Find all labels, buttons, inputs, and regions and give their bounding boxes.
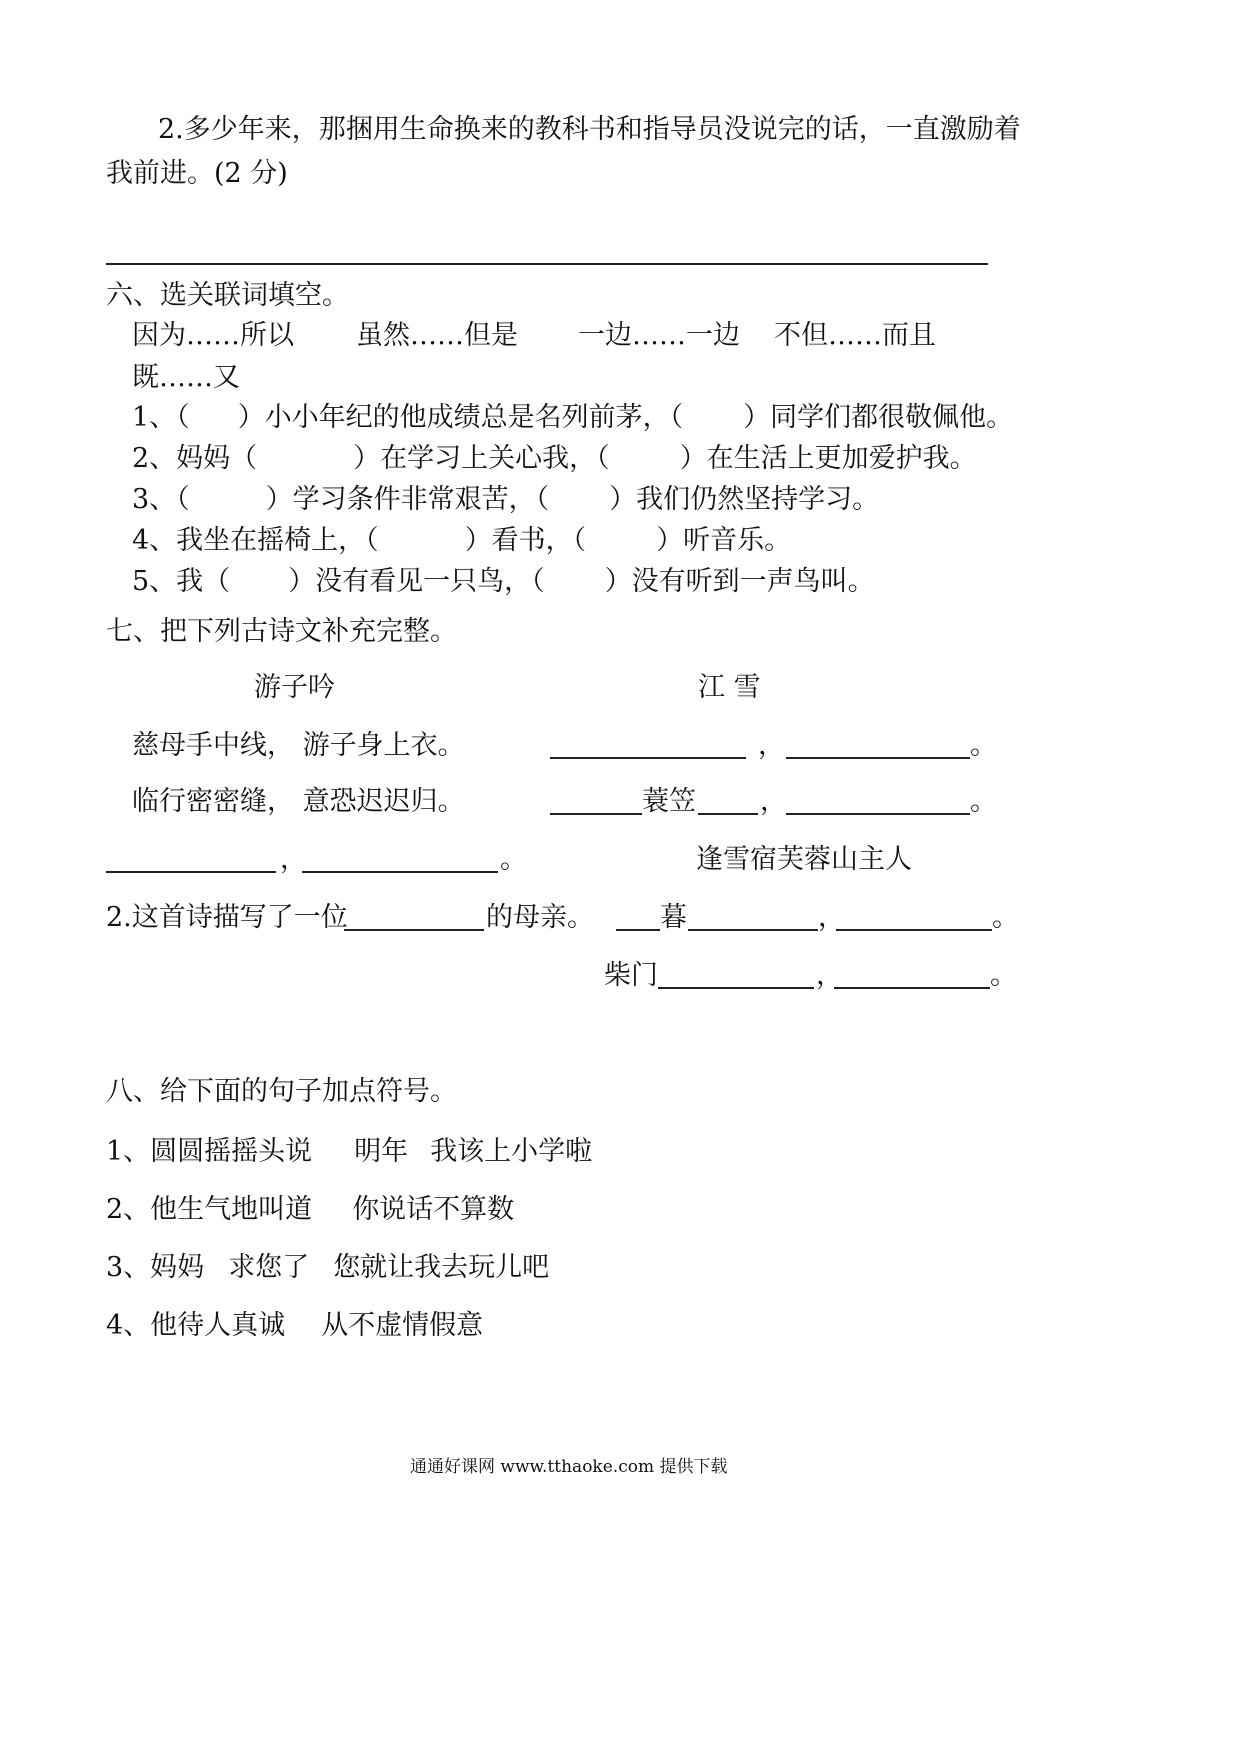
sentence-part: 你说话不算数 — [352, 1194, 515, 1225]
item-text: ）在学习上关心我，（ — [353, 443, 610, 474]
poem-word: 暮 — [660, 902, 687, 933]
item-text: ）我们仍然坚持学习。 — [609, 484, 880, 515]
poem-word: 柴门 — [604, 960, 658, 991]
footer-text: 通通好课网 www.tthaoke.com 提供下载 — [410, 1457, 728, 1477]
poem-line: 慈母手中线， 游子身上衣。 — [132, 730, 465, 761]
punct: ， — [760, 786, 787, 817]
punct: 。 — [990, 960, 1017, 991]
fill-item — [132, 564, 875, 600]
answer-blank[interactable] — [550, 731, 746, 759]
list-item — [106, 1134, 592, 1170]
question-text: 我前进。(2 分) — [106, 158, 288, 189]
list-item — [106, 1192, 514, 1228]
sentence-part: 您就让我去玩儿吧 — [333, 1252, 550, 1283]
sentence-part: 4、他待人真诚 — [106, 1310, 286, 1341]
item-text: ）看书，（ — [464, 525, 587, 556]
item-text: ）同学们都很敬佩他。 — [743, 402, 1014, 433]
punct: ， — [758, 730, 785, 761]
option-word: 虽然……但是 — [356, 320, 518, 351]
question-text: 的母亲。 — [486, 902, 594, 933]
answer-blank[interactable] — [344, 903, 484, 931]
list-item — [106, 1250, 549, 1286]
answer-blank[interactable] — [688, 903, 818, 931]
item-text: ）没有听到一声鸟叫。 — [604, 566, 875, 597]
poem-attribution: 逢雪宿芙蓉山主人 — [696, 844, 912, 875]
punct: 。 — [992, 902, 1019, 933]
fill-item — [132, 400, 1013, 436]
fill-item — [132, 523, 791, 559]
answer-blank[interactable] — [616, 903, 660, 931]
answer-blank[interactable] — [786, 731, 970, 759]
punct: 。 — [970, 786, 997, 817]
item-text: ）没有看见一只鸟，（ — [288, 566, 545, 597]
sentence-part: 3、妈妈 — [106, 1252, 205, 1283]
answer-blank[interactable] — [658, 961, 814, 989]
section-title: 八、给下面的句子加点符号。 — [106, 1076, 457, 1107]
poem-word: 蓑笠 — [642, 786, 696, 817]
item-text: 3、（ — [132, 484, 190, 515]
list-item — [106, 1308, 483, 1344]
answer-blank[interactable] — [106, 845, 276, 873]
answer-blank[interactable] — [698, 787, 758, 815]
section-title: 七、把下列古诗文补充完整。 — [106, 616, 457, 647]
option-word: 一边……一边 — [578, 320, 740, 351]
answer-blank[interactable] — [834, 961, 990, 989]
punct: ， — [816, 960, 843, 991]
sentence-part: 2、他生气地叫道 — [106, 1194, 313, 1225]
item-text: 5、我（ — [132, 566, 231, 597]
option-word: 既……又 — [132, 362, 240, 393]
sentence-part: 求您了 — [228, 1252, 310, 1283]
option-word: 因为……所以 — [132, 320, 294, 351]
punct: 。 — [500, 844, 527, 875]
item-text: 2、妈妈（ — [132, 443, 258, 474]
item-text: 4、我坐在摇椅上，（ — [132, 525, 379, 556]
item-text: ）小小年纪的他成绩总是名列前茅，（ — [237, 402, 684, 433]
item-text: ）在生活上更加爱护我。 — [679, 443, 977, 474]
sentence-part: 我该上小学啦 — [430, 1136, 593, 1167]
fill-item — [132, 482, 879, 518]
punct: 。 — [970, 730, 997, 761]
question-text: 2.这首诗描写了一位 — [106, 902, 348, 933]
poem-title: 游子吟 — [254, 672, 335, 703]
sentence-part: 从不虚情假意 — [321, 1310, 484, 1341]
item-text: ）听音乐。 — [656, 525, 792, 556]
answer-blank[interactable] — [550, 787, 642, 815]
sentence-part: 1、圆圆摇摇头说 — [106, 1136, 313, 1167]
item-text: ）学习条件非常艰苦，（ — [265, 484, 550, 515]
question-text: 2.多少年来，那捆用生命换来的教科书和指导员没说完的话，一直激励着 — [158, 114, 1021, 145]
item-text: 1、（ — [132, 402, 190, 433]
sentence-part: 明年 — [354, 1136, 409, 1167]
answer-blank[interactable] — [302, 845, 498, 873]
section-title: 六、选关联词填空。 — [106, 280, 349, 311]
answer-blank[interactable] — [836, 903, 992, 931]
answer-line[interactable] — [106, 263, 988, 265]
poem-title: 江 雪 — [698, 672, 761, 703]
option-word: 不但……而且 — [774, 320, 936, 351]
answer-blank[interactable] — [786, 787, 970, 815]
poem-line: 临行密密缝， 意恐迟迟归。 — [132, 786, 465, 817]
punct: ， — [818, 902, 845, 933]
fill-item — [132, 441, 977, 477]
punct: ， — [280, 844, 307, 875]
